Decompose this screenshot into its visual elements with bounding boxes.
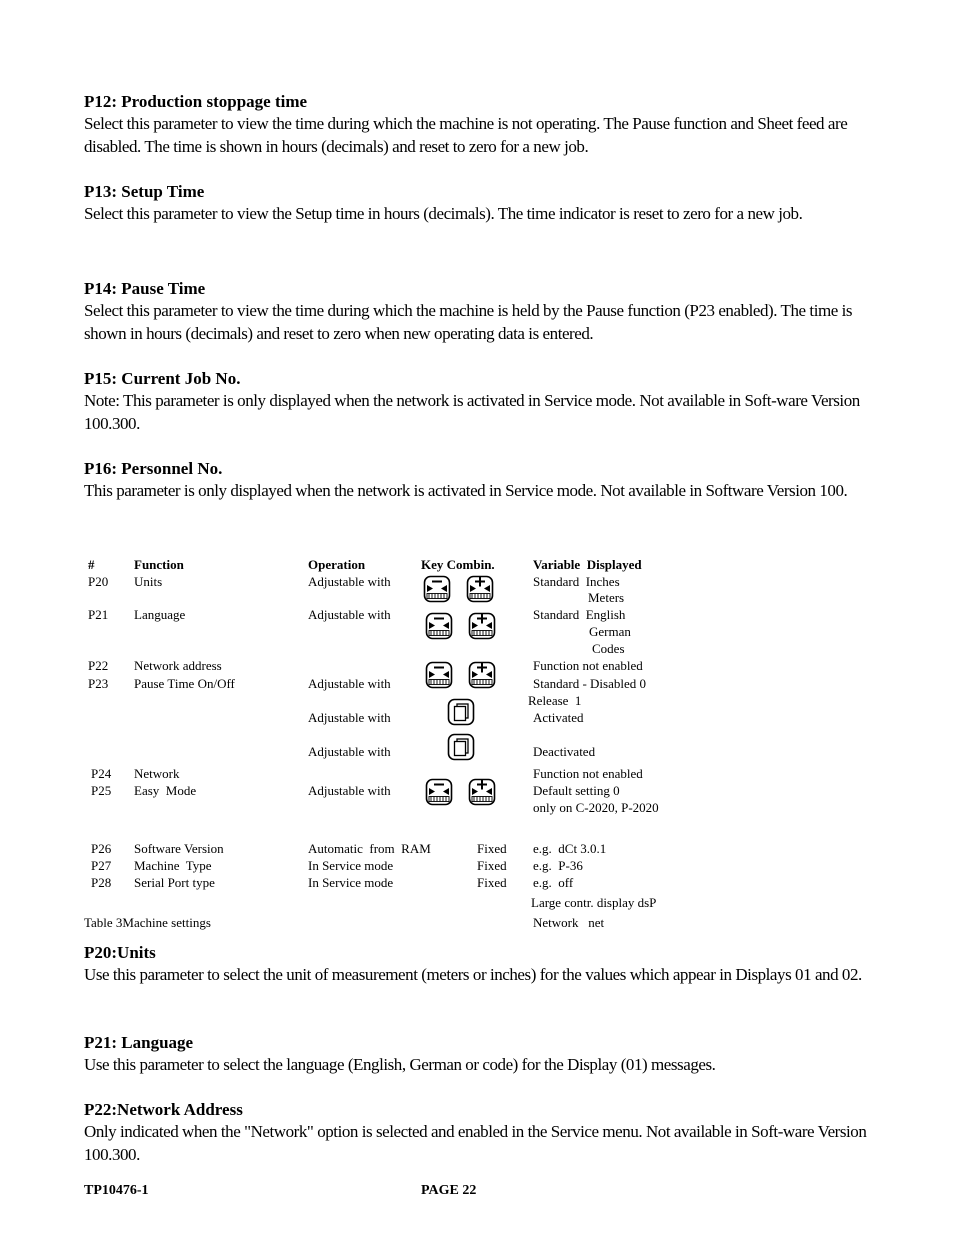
- row-variable: e.g. dCt 3.0.1: [533, 841, 607, 856]
- section-p16: [84, 458, 874, 503]
- section-p15: [84, 368, 874, 435]
- plus-key-icon: [468, 778, 496, 806]
- section-text: This parameter is only displayed when the network is activated in Service mode. Not available in Software Version 100.: [84, 481, 848, 500]
- footer-doc-id: TP10476-1: [84, 1183, 149, 1198]
- row-function: Units: [134, 574, 163, 589]
- section-heading: P13: Setup Time: [84, 182, 205, 201]
- section-text: Select this parameter to view the time during which the machine is held by the Pause function (P23 enabled). The time is shown in hours (decimals) and reset to zero when new operating data is entered.: [84, 301, 853, 343]
- feed-key-icon: [447, 733, 475, 761]
- section-p20: [84, 942, 874, 987]
- minus-key-icon: [425, 661, 453, 689]
- row-variable: Activated: [533, 710, 584, 725]
- section-p21: [84, 1032, 874, 1077]
- plus-key-icon: [468, 661, 496, 689]
- col-header-operation: Operation: [308, 557, 366, 572]
- section-p12: [84, 91, 874, 158]
- section-p13: [84, 181, 874, 226]
- row-variable: Standard Inches: [533, 574, 620, 589]
- row-operation: Adjustable with: [308, 676, 391, 691]
- section-text: Use this parameter to select the unit of measurement (meters or inches) for the values which appear in Displays 01 and 02.: [84, 965, 862, 984]
- row-operation: In Service mode: [308, 875, 394, 890]
- row-function: Serial Port type: [134, 875, 215, 890]
- row-variable: Large contr. display dsP: [531, 895, 657, 910]
- row-function: Network: [134, 766, 180, 781]
- section-text: Select this parameter to view the Setup time in hours (decimals). The time indicator is reset to zero for a new job.: [84, 204, 803, 223]
- row-variable: German: [589, 624, 631, 639]
- row-function: Network address: [134, 658, 222, 673]
- minus-key-icon: [423, 575, 451, 603]
- row-operation: Adjustable with: [308, 744, 391, 759]
- row-variable: e.g. off: [533, 875, 574, 890]
- row-num: P28: [91, 875, 112, 890]
- section-heading: P20:Units: [84, 943, 156, 962]
- row-variable: Deactivated: [533, 744, 596, 759]
- row-function: Software Version: [134, 841, 224, 856]
- row-num: P23: [88, 676, 109, 691]
- row-variable: Codes: [592, 641, 625, 656]
- row-variable: Default setting 0: [533, 783, 620, 798]
- section-heading: P15: Current Job No.: [84, 369, 241, 388]
- plus-key-icon: [468, 612, 496, 640]
- row-fixed: Fixed: [477, 841, 507, 856]
- minus-key-icon: [425, 778, 453, 806]
- section-p14: [84, 278, 874, 345]
- row-function: Pause Time On/Off: [134, 676, 235, 691]
- row-operation: Adjustable with: [308, 710, 391, 725]
- row-function: Machine Type: [134, 858, 212, 873]
- row-variable: Network net: [533, 915, 605, 930]
- row-variable: e.g. P-36: [533, 858, 583, 873]
- row-num: P26: [91, 841, 112, 856]
- section-text: Note: This parameter is only displayed when the network is activated in Service mode. Not available in Soft-ware Version 100.300.: [84, 391, 860, 433]
- plus-key-icon: [466, 575, 494, 603]
- row-num: P21: [88, 607, 109, 622]
- section-heading: P12: Production stoppage time: [84, 92, 308, 111]
- col-header-function: Function: [134, 557, 184, 572]
- section-text: Only indicated when the "Network" option is selected and enabled in the Service menu. Not available in Soft-ware Version 100.300.: [84, 1122, 867, 1164]
- row-fixed: Fixed: [477, 875, 507, 890]
- section-heading: P16: Personnel No.: [84, 459, 223, 478]
- row-operation: Adjustable with: [308, 607, 391, 622]
- row-num: P22: [88, 658, 109, 673]
- row-variable: Function not enabled: [533, 766, 643, 781]
- row-variable: Standard English: [533, 607, 626, 622]
- section-p22: [84, 1099, 874, 1166]
- section-text: Use this parameter to select the language (English, German or code) for the Display (01) messages.: [84, 1055, 716, 1074]
- footer-page-number: PAGE 22: [421, 1183, 477, 1198]
- row-operation: Adjustable with: [308, 574, 391, 589]
- row-operation: Adjustable with: [308, 783, 391, 798]
- row-num: P24: [91, 766, 112, 781]
- section-heading: P22:Network Address: [84, 1100, 243, 1119]
- row-fixed: Fixed: [477, 858, 507, 873]
- table-caption: Table 3Machine settings: [84, 915, 211, 930]
- row-num: P27: [91, 858, 112, 873]
- section-heading: P21: Language: [84, 1033, 194, 1052]
- row-variable: only on C-2020, P-2020: [533, 800, 659, 815]
- row-num: P25: [91, 783, 112, 798]
- col-header-keys: Key Combin.: [421, 557, 495, 572]
- row-variable: Release 1: [528, 693, 582, 708]
- row-num: P20: [88, 574, 109, 589]
- row-operation: Automatic from RAM: [308, 841, 431, 856]
- minus-key-icon: [425, 612, 453, 640]
- row-operation: In Service mode: [308, 858, 394, 873]
- row-function: Language: [134, 607, 186, 622]
- row-variable: Function not enabled: [533, 658, 643, 673]
- feed-key-icon: [447, 698, 475, 726]
- row-variable: Standard - Disabled 0: [533, 676, 647, 691]
- col-header-variable: Variable Displayed: [533, 557, 642, 572]
- section-text: Select this parameter to view the time during which the machine is not operating. The Pause function and Sheet feed are disabled. The time is shown in hours (decimals) and reset to zero for a new job.: [84, 114, 848, 156]
- section-heading: P14: Pause Time: [84, 279, 206, 298]
- col-header-num: #: [88, 557, 95, 572]
- row-variable: Meters: [588, 590, 625, 605]
- row-function: Easy Mode: [134, 783, 197, 798]
